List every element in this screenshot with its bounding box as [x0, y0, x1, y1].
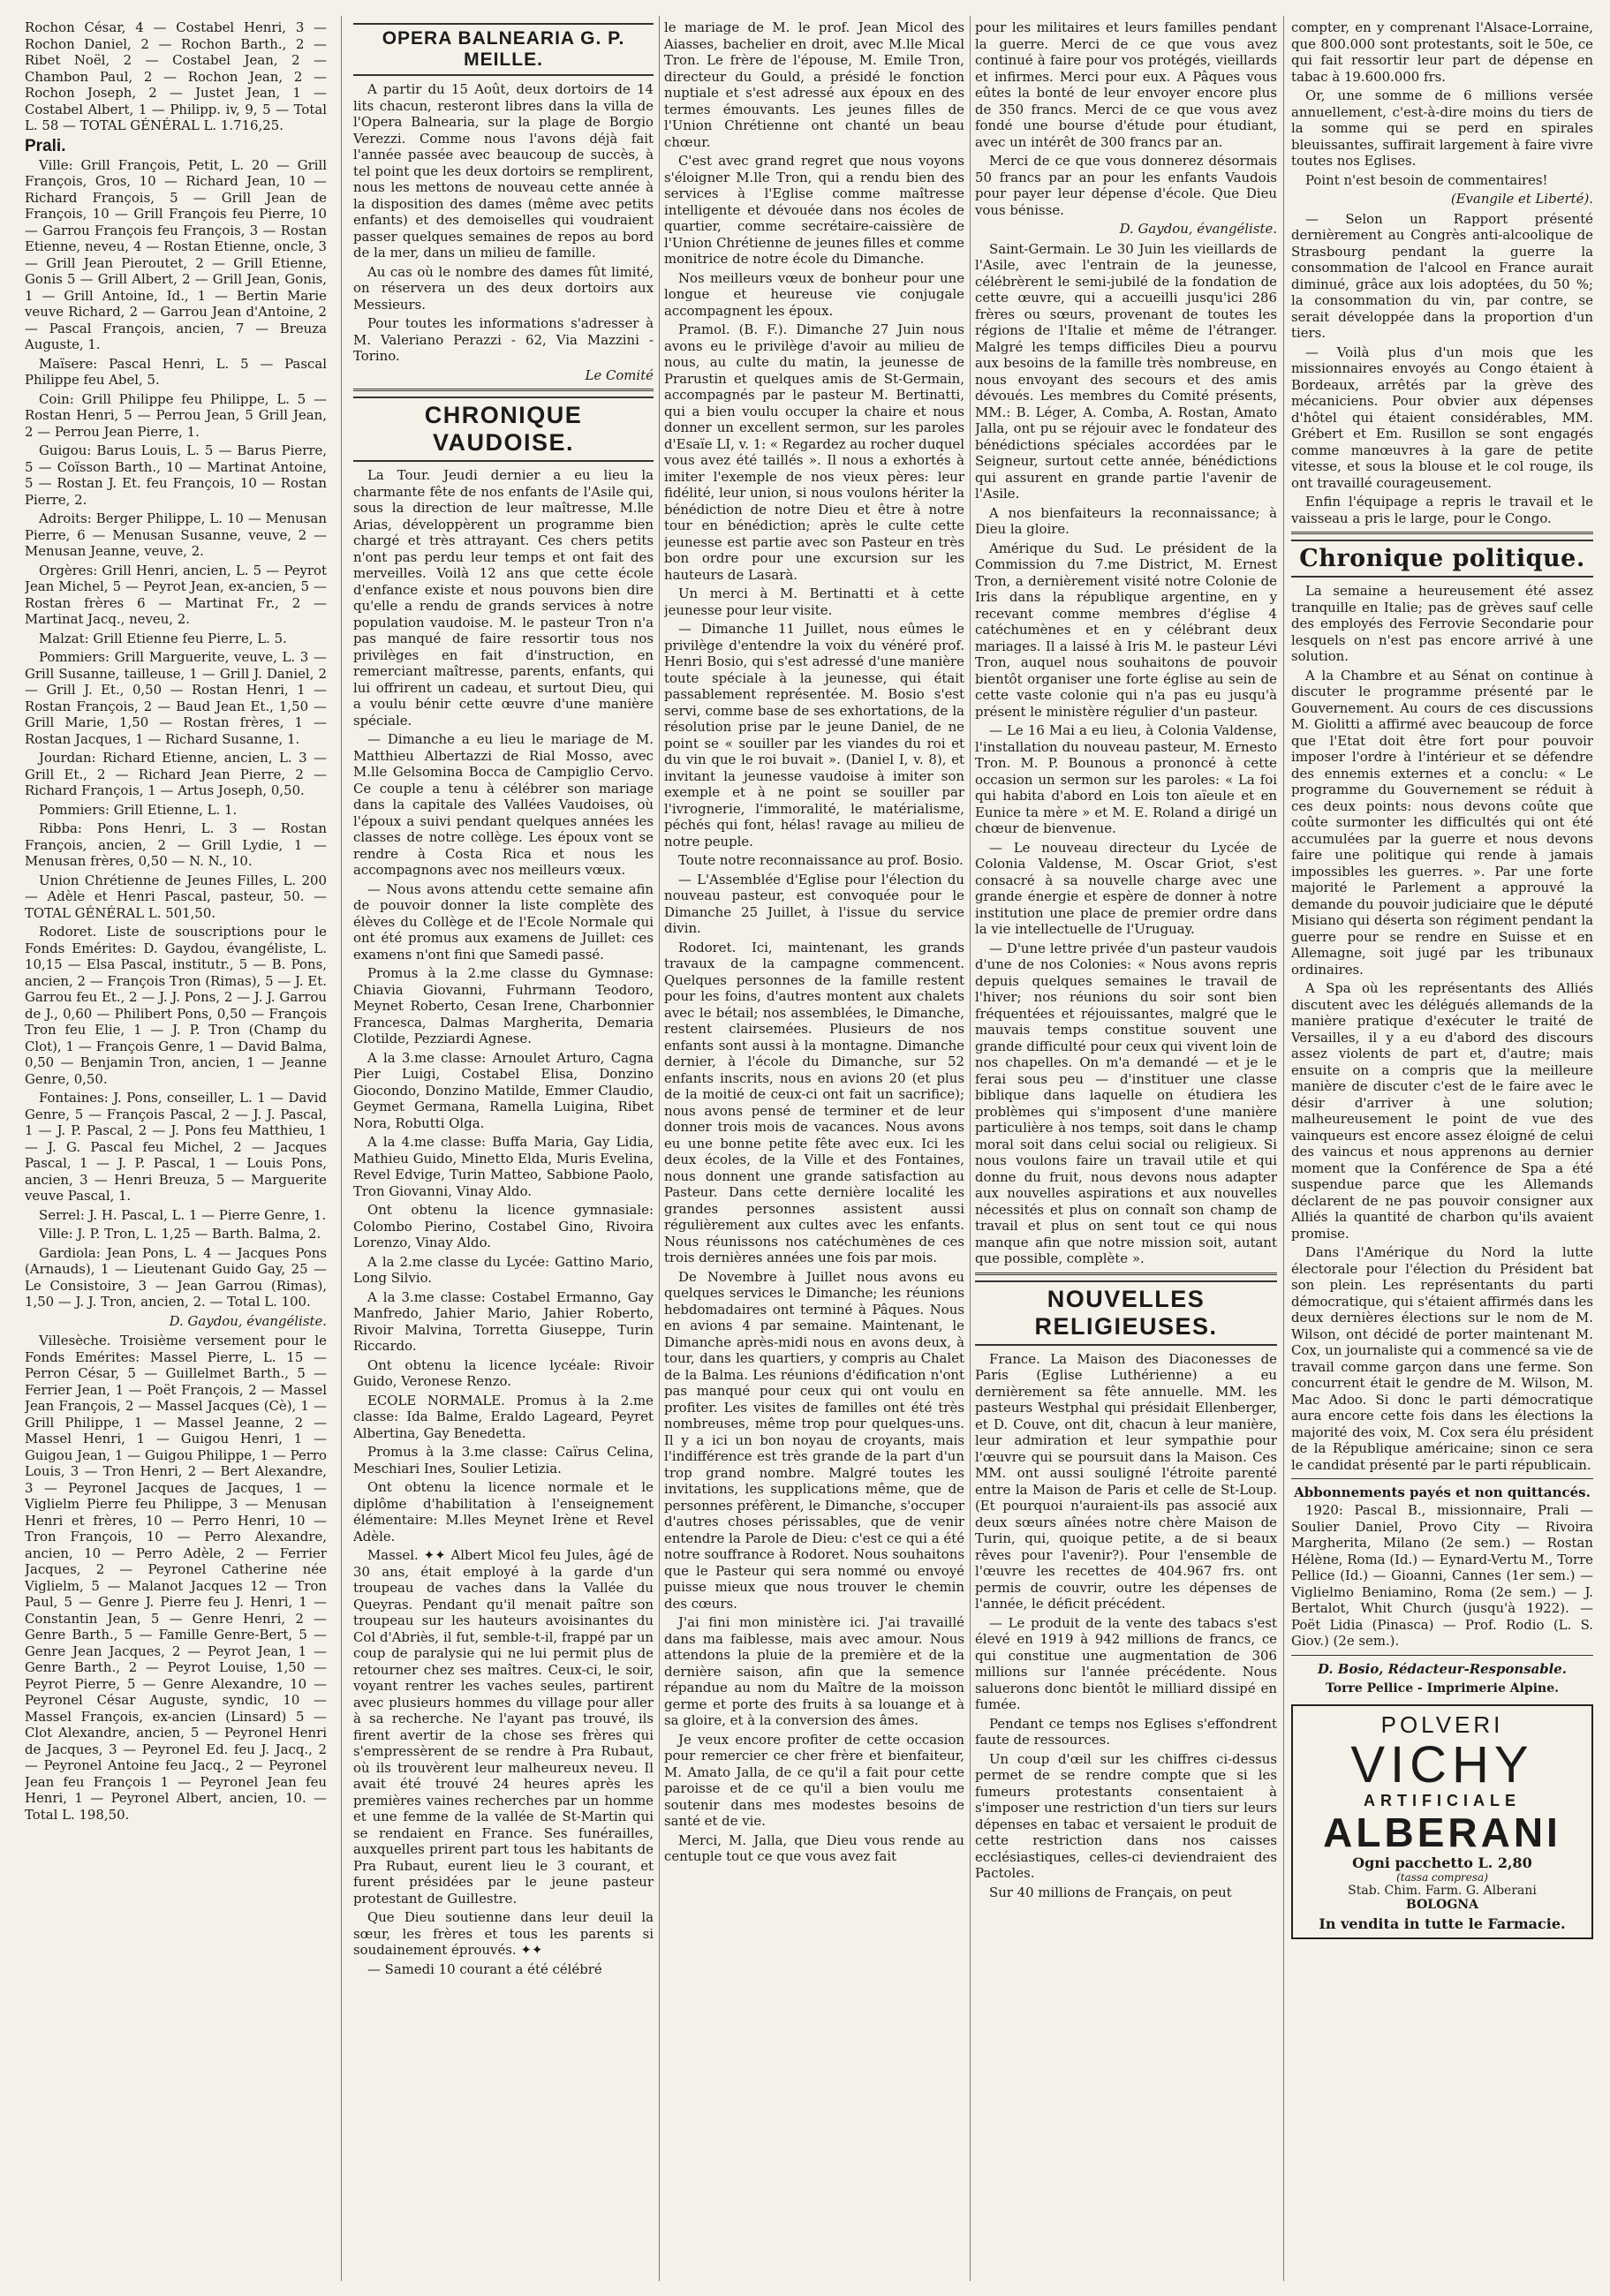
donor-list: Jourdan: Richard Etienne, ancien, L. 3 — Grill Et., 2 — Richard Jean Pierre, 2 — Richard François, 1 — Artus Joseph, 0,50.	[25, 750, 327, 798]
subscriptions-heading: Abbonnements payés et non quittancés.	[1294, 1484, 1591, 1500]
donor-list: Malzat: Grill Etienne feu Pierre, L. 5.	[39, 630, 287, 646]
article-paragraph: Ont obtenu la licence lycéale: Rivoir Guido, Veronese Renzo.	[353, 1356, 654, 1389]
article-paragraph: — Dimanche a eu lieu le mariage de M. Matthieu Albertazzi de Rial Mosso, avec M.lle Gelsomina Bocca de Campiglio Cervo. Ce couple a tenu à célébrer son mariage dans la capitale des Vallées Vaudoises, où l'époux a suivi pendant quelques années les classes de notre collège. Les époux vont se rendre à Costa Rica et nous les accompagnons avec nos meilleurs vœux.	[353, 731, 654, 878]
article-paragraph: Dans l'Amérique du Nord la lutte électorale pour l'élection du Président bat son plein. Les représentants du parti démocratique, qui s'étaient affirmés dans les deux dernières élections sur le nom de M. Wilson, ont décidé de porter maintenant M. Cox, un journaliste qui a commencé sa vie de travail comme garçon dans une ferme. Son concurrent était le gendre de M. Wilson, M. Mac Adoo. Si donc le parti démocratique aura encore cette fois dans les élections la majorité des voix, M. Cox sera élu président de la République américaine; sinon ce sera le candidat présenté par le parti républicain.	[1291, 1244, 1593, 1473]
donor-list: Coin: Grill Philippe feu Philippe, L. 5 — Rostan Henri, 5 — Perrou Jean, 5 Grill Jean, 2 — Perrou Jean Pierre, 1.	[25, 390, 327, 440]
divider	[353, 389, 654, 391]
printer-line: Torre Pellice - Imprimerie Alpine.	[1326, 1681, 1559, 1696]
article-paragraph: Pramol. (B. F.). Dimanche 27 Juin nous avons eu le privilège d'avoir au milieu de nous, au culte du matin, la jeunesse de Prarustin et quelques amis de St-Germain, accompagnés par le pasteur M. Bertinatti, qui a bien voulu occuper la chaire et nous donner un excellent sermon, sur les paroles d'Esaïe LI, v. 1: « Regardez au rocher duquel vous avez été taillés ». Il nous a exhortés à imiter l'exemple de nos vieux pères: leur fidélité, leur union, si nous voulons hériter la bénédiction de notre Dieu et être à notre tour en bénédiction; après le culte cette jeunesse est partie avec son Pasteur en très bon ordre pour une excursion sur les hauteurs de Lasarà.	[664, 321, 964, 583]
article-paragraph: Je veux encore profiter de cette occasion pour remercier ce cher frère et bienfaiteur, M. Amato Jalla, de ce qu'il a fait pour cette paroisse et de ce qu'il a bien voulu me soutenir dans mes modestes besoins de santé et de vie.	[664, 1731, 964, 1829]
article-paragraph: Que Dieu soutienne dans leur deuil la sœur, les frères et tous les parents si soudainement éprouvés. ✦✦	[353, 1909, 654, 1958]
donor-list: Orgères: Grill Henri, ancien, L. 5 — Peyrot Jean Michel, 5 — Peyrot Jean, ex-ancien, 5 — Rostan frères 6 — Martinat Fr., 2 — Martinat Jacq., neveu, 2.	[25, 562, 327, 627]
article-paragraph: — Le nouveau directeur du Lycée de Colonia Valdense, M. Oscar Griot, s'est consacré à sa nouvelle charge avec une grande énergie et espère de donner à notre institution une place de premier ordre dans la vie intellectuelle de l'Uruguay.	[975, 839, 1277, 937]
article-paragraph: Massel. ✦✦ Albert Micol feu Jules, âgé de 30 ans, était employé à la garde d'un troupeau de vaches dans la Vallée du Queyras. Pendant qu'il menait paître son troupeau sur les hauteurs avoisinantes du Col d'Abriès, il fut, semble-t-il, frappé par un coup de paralysie qui ne lui permit plus de retourner chez ses maîtres. Ceux-ci, le soir, voyant rentrer les vaches seules, partirent avec plusieurs hommes du village pour aller à sa recherche. Ne l'ayant pas trouvé, ils firent avertir de la chose ses frères qui s'empressèrent de se rendre à Pra Rubaut, où ils trouvèrent leur malheureux neveu. Il avait été trouvé 24 heures après les premières vaines recherches par un homme et une femme de la vallée de St-Martin qui se rendaient en France. Ses funérailles, auxquelles prirent part tous les habitants de Pra Rubaut, eurent lieu le 3 courant, et furent présidées par le jeune pasteur protestant de Guillestre.	[353, 1547, 654, 1907]
article-paragraph: La Tour. Jeudi dernier a eu lieu la charmante fête de nos enfants de l'Asile qui, sous la direction de leur maîtresse, M.lle Arias, développèrent un programme bien chargé et très attrayant. Ces chers petits n'ont pas perdu leur temps et ont fait des merveilles. Voilà 12 ans que cette école d'enfance existe et nous pouvons bien dire qu'elle a rendu de grands services à notre population vaudoise. M. le pasteur Tron n'a pas manqué de faire ressortir tous nos privilèges en fait d'instruction, en remerciant maîtresse, parents, enfants, qui lui offrirent un cadeau, et surtout Dieu, qui a voulu bénir cette œuvre d'une manière spéciale.	[353, 467, 654, 729]
ad-line: (tassa compresa)	[1396, 1870, 1488, 1884]
article-paragraph: Promus à la 3.me classe: Caïrus Celina, Meschiari Ines, Soulier Letizia.	[353, 1444, 654, 1477]
article-paragraph: — Voilà plus d'un mois que les missionnaires envoyés au Congo étaient à Bordeaux, arrêtés par la grève des mécaniciens. Pour obvier aux dépenses d'hôtel qui étaient considérables, MM. Grébert et Em. Rusillon se sont engagés comme manœuvres à la gare de petite vitesse, et sous la blouse et le col rouge, ils ont travaillé courageusement.	[1291, 344, 1593, 491]
column-1	[25, 19, 327, 2280]
article-paragraph: A la 3.me classe: Arnoulet Arturo, Cagna Pier Luigi, Costabel Elisa, Donzino Giocondo, Donzino Matilde, Emmer Claudio, Geymet Germana, Ramella Luigina, Ribet Nora, Robutti Olga.	[353, 1049, 654, 1131]
section-heading-prali: Prali.	[25, 136, 66, 155]
donor-list: Union Chrétienne de Jeunes Filles, L. 200 — Adèle et Henri Pascal, pasteur, 50. — TOTAL GÉNÉRAL L. 501,50.	[25, 872, 327, 921]
donor-list: Ville: Grill François, Petit, L. 20 — Grill François, Gros, 10 — Richard Jean, 10 — Richard François, 5 — Grill Jean de François, 10 — Grill François feu Pierre, 10 — Garrou François feu François, 3 — Rostan Etienne, neveu, 4 — Rostan Etienne, oncle, 3 — Grill Jean Pieroutet, 2 — Grill Etienne, Gonis 5 — Grill Albert, 2 — Grill Jean, Gonis, 1 — Grill Antoine, Id., 1 — Bertin Marie veuve Richard, 2 — Garrou Jean d'Antoine, 2 — Pascal François, ancien, 7 — Breuza Auguste, 1.	[25, 156, 327, 352]
article-paragraph: A la 3.me classe: Costabel Ermanno, Gay Manfredo, Jahier Mario, Jahier Roberto, Rivoir Malvina, Torretta Giuseppe, Turin Riccardo.	[353, 1288, 654, 1354]
donor-list: Adroits: Berger Philippe, L. 10 — Menusan Pierre, 6 — Menusan Susanne, veuve, 2 — Menusan Jeanne, veuve, 2.	[25, 510, 327, 559]
article-paragraph: A la 2.me classe du Lycée: Gattino Mario, Long Silvio.	[353, 1253, 654, 1286]
donor-list: Ribba: Pons Henri, L. 3 — Rostan François, ancien, 2 — Grill Lydie, 1 — Menusan frères, 0,50 — N. N., 10.	[25, 820, 327, 869]
editor-signature: D. Bosio, Rédacteur-Responsable.	[1318, 1660, 1567, 1677]
donor-list: Fontaines: J. Pons, conseiller, L. 1 — David Genre, 5 — François Pascal, 2 — J. J. Pascal, 1 — J. P. Pascal, 2 — J. Pons feu Matthieu, 1 — J. G. Pascal feu Michel, 2 — Jacques Pascal, 1 — J. P. Pascal, 1 — Louis Pons, ancien, 3 — Henri Breuza, 5 — Marguerite veuve Pascal, 1.	[25, 1090, 327, 1204]
article-paragraph: ECOLE NORMALE. Promus à la 2.me classe: Ida Balme, Eraldo Lageard, Peyret Albertina, Gay Benedetta.	[353, 1392, 654, 1441]
article-paragraph: — Samedi 10 courant a été célébré	[367, 1960, 602, 1977]
article-paragraph: J'ai fini mon ministère ici. J'ai travaillé dans ma faiblesse, mais avec amour. Nous attendons la pluie de la première et de la dernière saison, afin que la semence répandue au nom du Maître de la moisson germe et porte des fruits à sa louange et à sa gloire, et à la conversion des âmes.	[664, 1614, 964, 1728]
article-paragraph: Merci, M. Jalla, que Dieu vous rende au centuple tout ce que vous avez fait	[664, 1832, 964, 1864]
column-rule	[970, 16, 971, 2281]
donor-list: Pommiers: Grill Marguerite, veuve, L. 3 — Grill Susanne, tailleuse, 1 — Grill J. Daniel, 2 — Grill J. Et., 0,50 — Rostan Henri, 1 — Rostan François, 2 — Baud Jean Et., 1,50 — Grill Marie, 1,50 — Rostan frères, 1 — Rostan Jacques, 1 — Richard Susanne, 1.	[25, 649, 327, 747]
article-paragraph: — L'Assemblée d'Eglise pour l'élection du nouveau pasteur, est convoquée pour le Dimanche 25 Juillet, à l'issue du service divin.	[664, 871, 964, 936]
article-paragraph: Amérique du Sud. Le président de la Commission du 7.me District, M. Ernest Tron, a dernièrement visité notre Colonie de Iris dans la république argentine, en y recevant comme membres d'église 4 catéchumènes et en y célébrant deux mariages. Il a laissé à Iris M. le pasteur Lévi Tron, auquel nous souhaitons de pouvoir bientôt organiser une forte église au sein de cette vaste colonie qui n'a pas eu jusqu'à présent le ministère régulier d'un pasteur.	[975, 540, 1277, 720]
article-paragraph: A la 4.me classe: Buffa Maria, Gay Lidia, Mathieu Guido, Minetto Elda, Muris Evelina, Revel Edvige, Turin Matteo, Sabbione Paolo, Tron Giovanni, Vinay Aldo.	[353, 1134, 654, 1199]
article-paragraph: Toute notre reconnaissance au prof. Bosio.	[678, 852, 964, 868]
article-paragraph: Au cas où le nombre des dames fût limité, on réservera un des deux dortoirs aux Messieurs.	[353, 263, 654, 313]
ad-line: Stab. Chim. Farm. G. Alberani	[1348, 1883, 1537, 1898]
donor-list: Rodoret. Liste de souscriptions pour le Fonds Emérites: D. Gaydou, évangéliste, L. 10,15 — Elsa Pascal, institutr., 5 — B. Pons, ancien, 2 — François Tron (Rimas), 5 — J. Et. Garrou feu Et., 2 — J. J. Pons, 2 — J. J. Garrou de J., 0,60 — Philibert Pons, 0,50 — François Tron feu Elie, 1 — J. P. Tron (Champ du Clot), 1 — François Genre, 1 — David Balma, 0,50 — Benjamin Tron, ancien, 1 — Jeanne Genre, 0,50.	[25, 924, 327, 1087]
divider	[1291, 1478, 1593, 1479]
column-rule	[341, 16, 342, 2281]
subscriptions-list: 1920: Pascal B., missionnaire, Prali — Soulier Daniel, Provo City — Rivoira Margherita, Milano (2e sem.) — Rostan Hélène, Roma (Id.) — Eynard-Vertu M., Torre Pellice (Id.) — Gioanni, Cannes (1er sem.) — Viglielmo Beniamino, Roma (2e sem.) — J. Bertalot, Whit Church (jusqu'à 1922). — Poët Lidia (Pinasca) — Prof. Rodio (L. S. Giov.) (2e sem.).	[1291, 1502, 1593, 1649]
advertisement-vichy	[1291, 1704, 1593, 1939]
article-paragraph: Pendant ce temps nos Eglises s'effondrent faute de ressources.	[975, 1715, 1277, 1748]
article-paragraph: Ont obtenu la licence gymnasiale: Colombo Pierino, Costabel Gino, Rivoira Lorenzo, Vinay Aldo.	[353, 1202, 654, 1250]
divider	[1291, 532, 1593, 534]
article-paragraph: Ont obtenu la licence normale et le diplôme d'habilitation à l'enseignement élémentaire: M.lles Meynet Irène et Revel Adèle.	[353, 1479, 654, 1545]
donor-list: Gardiola: Jean Pons, L. 4 — Jacques Pons (Arnauds), 1 — Lieutenant Guido Gay, 25 — Le Consistoire, 3 — Jean Garrou (Rimas), 1,50 — J. J. Tron, ancien, 2. — Total L. 100.	[25, 1244, 327, 1310]
article-paragraph: — Le produit de la vente des tabacs s'est élevé en 1919 à 942 millions de francs, ce qui constitue une augmentation de 306 millions sur l'année précédente. Nous saluerons donc bientôt le milliard dissipé en fumée.	[975, 1614, 1277, 1712]
donor-list: Guigou: Barus Louis, L. 5 — Barus Pierre, 5 — Coïsson Barth., 10 — Martinat Antoine, 5 — Rostan J. Et. feu François, 10 — Rostan Pierre, 2.	[25, 442, 327, 508]
donor-list: Serrel: J. H. Pascal, L. 1 — Pierre Genre, 1.	[39, 1206, 327, 1223]
section-title-chronique-vaudoise: CHRONIQUE VAUDOISE.	[353, 397, 654, 462]
article-paragraph: — D'une lettre privée d'un pasteur vaudois d'une de nos Colonies: « Nous avons repris depuis quelques semaines le travail de l'hiver; nos réunions du soir sont bien fréquentées et réjouissantes, malgré que le mauvais temps constitue souvent une grande difficulté pour ceux qui vivent loin de nos chapelles. On m'a demandé — et je le ferai sous peu — d'instituer une classe biblique dans laquelle on étudiera les problèmes qui s'imposent d'une manière particulière à nos temps, soit dans le champ moral soit dans celui social ou religieux. Si nous voulons faire un travail utile et qui donne du fruit, nous devons nous adapter aux nouvelles aspirations et aux nouvelles nécessités et plus on connaît son champ de travail et plus on sent tout ce qui nous manque afin que notre mission soit, autant que possible, complète ».	[975, 940, 1277, 1266]
ad-price: Ogni pacchetto L. 2,80	[1352, 1854, 1532, 1871]
signature: D. Gaydou, évangéliste.	[169, 1312, 327, 1329]
column-4	[975, 19, 1277, 2280]
donor-list: Rochon César, 4 — Costabel Henri, 3 — Rochon Daniel, 2 — Rochon Barth., 2 — Ribet Noël, 2 — Costabel Jean, 2 — Chambon Paul, 2 — Rochon Jean, 2 — Rochon Joseph, 2 — Justet Jean, 1 — Costabel Albert, 1 — Philipp. iv, 9, 5 — Total L. 58 — TOTAL GÉNÉRAL L. 1.716,25.	[25, 19, 327, 133]
donor-list: Ville: J. P. Tron, L. 1,25 — Barth. Balma, 2.	[39, 1226, 321, 1242]
donor-list: Maïsere: Pascal Henri, L. 5 — Pascal Philippe feu Abel, 5.	[25, 355, 327, 388]
article-paragraph: pour les militaires et leurs familles pendant la guerre. Merci de ce que vous avez continué à faire pour vos protégés, vieillards et infirmes. Merci pour eux. A Pâques vous eûtes la bonté de leur envoyer encore plus de 350 francs. Merci de ce que vous avez fondé une bourse d'étude pour étudiant, avec un intérêt de 300 francs par an.	[975, 19, 1277, 150]
article-paragraph: compter, en y comprenant l'Alsace-Lorraine, que 800.000 sont protestants, soit le 50e, ce qui fait ressortir leur part de dépense en tabac à 19.600.000 frs.	[1291, 19, 1593, 85]
article-paragraph: France. La Maison des Diaconesses de Paris (Eglise Luthérienne) a eu dernièrement sa fête annuelle. MM. les pasteurs Westphal qui présidait Ellenberger, et D. Couve, ont dit, chacun à leur manière, leur admiration et leur sympathie pour l'œuvre qui se poursuit dans la Maison. Ces MM. ont aussi souligné l'étroite parenté entre la Maison de Paris et celle de St-Loup. (Et pourquoi n'auraient-ils pas associé aux deux sœurs aînées notre chère Maison de Turin, qui, quoique petite, a de si beaux rêves pour l'avenir?). Pour l'ensemble de l'œuvre les recettes de 404.967 frs. ont permis de couvrir, outre les dépenses de l'année, le déficit précédent.	[975, 1350, 1277, 1612]
divider	[1291, 1655, 1593, 1656]
article-paragraph: Enfin l'équipage a repris le travail et le vaisseau a pris le large, pour le Congo.	[1291, 494, 1593, 526]
column-rule	[659, 16, 660, 2281]
ad-line: BOLOGNA	[1406, 1897, 1478, 1912]
article-paragraph: De Novembre à Juillet nous avons eu quelques services le Dimanche; les réunions hebdomadaires ont terminé à Pâques. Nous en avions 4 par semaine. Maintenant, le Dimanche après-midi nous en avons deux, à tour, dans les quartiers, y compris au Chalet de la Balma. Les réunions d'édification n'ont pas manqué pour ceux qui ont voulu en profiter. Les visites de familles ont été très nombreuses, même trop pour quelques-uns. Il y a ici un bon noyau de croyants, mais l'indifférence est très grande de la part d'un trop grand nombre. Malgré toutes les invitations, les supplications même, que de personnes préfèrent, le Dimanche, s'occuper d'autres choses périssables, que de venir entendre la Parole de Dieu: c'est ce qui a été notre souffrance à Rodoret. Nous souhaitons que le Pasteur qui sera nommé ou envoyé puisse mieux que nous trouver le chemin des cœurs.	[664, 1268, 964, 1612]
article-paragraph: — Selon un Rapport présenté dernièrement au Congrès anti-alcoolique de Strasbourg pendant la guerre la consommation de l'alcool en France aurait diminué, grâce aux lois adoptées, du 50 %; la consommation du vin, par contre, se serait développée dans la proportion d'un tiers.	[1291, 210, 1593, 341]
section-title-chronique-politique: Chronique politique.	[1291, 540, 1593, 578]
article-paragraph: Promus à la 2.me classe du Gymnase: Chiavia Giovanni, Fuhrmann Teodoro, Meynet Roberto, Cesan Irene, Charbonnier Francesca, Dalmas Margherita, Demaria Clotilde, Pezziardi Agnese.	[353, 965, 654, 1046]
article-paragraph: La semaine a heureusement été assez tranquille en Italie; pas de grèves sauf celle des employés des Ferrovie Secondarie pour lesquels on n'est pas encore arrivé à une solution.	[1291, 583, 1593, 664]
article-paragraph: Nos meilleurs vœux de bonheur pour une longue et heureuse vie conjugale accompagnent les époux.	[664, 269, 964, 319]
article-paragraph: A nos bienfaiteurs la reconnaissance; à Dieu la gloire.	[975, 504, 1277, 537]
source-attribution: (Evangile et Liberté).	[1450, 191, 1593, 207]
signature: Le Comité	[585, 366, 654, 383]
article-paragraph: — Dimanche 11 Juillet, nous eûmes le privilège d'entendre la voix du vénéré prof. Henri Bosio, qui s'est adressé d'une manière toute spéciale à la jeunesse, qui était passablement représentée. M. Bosio s'est servi, comme base de ses exhortations, de la résolution prise par le jeune Daniel, de ne point se « souiller par les viandes du roi et du vin que le roi buvait ». (Daniel I, v. 8), et invitant la jeunesse vaudoise à imiter son exemple et à ne point se souiller par l'ivrognerie, l'immoralité, le matérialisme, péchés qui font, hélas! ravage au milieu de notre peuple.	[664, 621, 964, 850]
article-paragraph: — Nous avons attendu cette semaine afin de pouvoir donner la liste complète des élèves du Collège et de l'Ecole Normale qui ont été promus aux examens de Juillet: ces examens n'ont fini que Samedi passé.	[353, 880, 654, 963]
article-paragraph: Saint-Germain. Le 30 Juin les vieillards de l'Asile, avec l'entrain de la jeunesse, célébrèrent le semi-jubilé de la fondation de cette œuvre, qui a accueilli jusqu'ici 286 frères ou sœurs, provenant de toutes les régions de l'Italie et même de l'étranger. Malgré les temps difficiles Dieu a pourvu aux besoins de la famille très nombreuse, en nous envoyant des secours et des amis dévoués. Les membres du Comité présents, MM.: B. Léger, A. Comba, A. Rostan, Amato Jalla, ont pu se réjouir avec le fondateur des bénédictions spéciales accordées par le Seigneur, surtout cette année, bénédictions qui assurent en grande partie l'avenir de l'Asile.	[975, 240, 1277, 502]
article-paragraph: A partir du 15 Août, deux dortoirs de 14 lits chacun, resteront libres dans la villa de l'Opera Balnearia, sur la plage de Borgio Verezzi. Comme nous l'avons déjà fait l'année passée avec beaucoup de succès, à tel point que les deux dortoirs se remplirent, nous les mettons de nouveau cette année à la disposition des dames (même avec petits enfants) et des demoiselles qui voudraient passer quelques semaines de repos au bord de la mer, dans un milieu de famille.	[353, 81, 654, 261]
column-2	[353, 19, 654, 2280]
divider	[975, 1273, 1277, 1275]
article-paragraph: C'est avec grand regret que nous voyons s'éloigner M.lle Tron, qui a rendu bien des services à l'Eglise comme maîtresse intelligente et dévouée dans nos écoles de quartier, comme secrétaire-caissière de l'Union Chrétienne de jeunes filles et comme monitrice de notre école du Dimanche.	[664, 153, 964, 267]
section-title-opera: OPERA BALNEARIA G. P. MEILLE.	[353, 23, 654, 76]
ad-brand: ALBERANI	[1323, 1809, 1561, 1855]
article-paragraph: Sur 40 millions de Français, on peut	[989, 1884, 1232, 1900]
article-paragraph: Un merci à M. Bertinatti et à cette jeunesse pour leur visite.	[664, 585, 964, 618]
article-paragraph: Pour toutes les informations s'adresser à M. Valeriano Perazzi - 62, Via Mazzini - Torino.	[353, 315, 654, 364]
article-paragraph: A la Chambre et au Sénat on continue à discuter le programme présenté par le Gouvernement. Au cours de ces discussions M. Giolitti a affirmé avec beaucoup de force que l'Etat doit être fort pour pouvoir imposer l'ordre à l'intérieur et se défendre des ennemis externes et a conclu: « Le programme du Gouvernement se réduit à ces deux points: nous devons coûte que coûte surmonter les difficultés qui ont été accumulées par la guerre et nous devons faire une politique qui rende à jamais impossibles les guerres. ». Par une forte majorité le Parlement a approuvé la demande du pouvoir judiciaire que le député Misiano qui déserta son régiment pendant la guerre pour se rendre en Suisse et en Allemagne, soit jugé par les tribunaux ordinaires.	[1291, 667, 1593, 978]
donor-list: Pommiers: Grill Etienne, L. 1.	[39, 801, 238, 818]
ad-line: In vendita in tutte le Farmacie.	[1319, 1915, 1566, 1932]
article-paragraph: Merci de ce que vous donnerez désormais 50 francs par an pour les enfants Vaudois pour payer leur dépense d'école. Que Dieu vous bénisse.	[975, 153, 1277, 218]
column-3	[664, 19, 964, 2280]
ad-line: ARTIFICIALE	[1364, 1791, 1521, 1809]
article-paragraph: Un coup d'œil sur les chiffres ci-dessus permet de se rendre compte que si les fumeurs protestants consentaient à s'imposer une restriction d'un tiers sur leurs dépenses en tabac et versaient le produit de cette restriction dans nos caisses ecclésiastiques, celles-ci deviendraient des Pactoles.	[975, 1750, 1277, 1881]
column-5	[1291, 19, 1593, 2280]
article-paragraph: Or, une somme de 6 millions versée annuellement, c'est-à-dire moins du tiers de la somme qui se perd en spirales bleuissantes, suffirait largement à faire vivre toutes nos Eglises.	[1291, 87, 1593, 169]
section-title-nouvelles-religieuses: NOUVELLES RELIGIEUSES.	[975, 1280, 1277, 1346]
article-paragraph: A Spa où les représentants des Alliés discutent avec les délégués allemands de la manière pratique d'exécuter le traité de Versailles, il y a eu d'abord des discours assez violents de part et, d'autre; mais ensuite on a compris que la meilleure manière de discuter c'est de le faire avec le désir d'arriver à une solution; malheureusement le point de vue des vainqueurs est encore assez éloigné de celui des vaincus et nous apprenons au dernier moment que la Conférence de Spa a été suspendue parce que les Allemands déclarent de ne pas pouvoir consigner aux Alliés la quantité de charbon qu'ils avaient promise.	[1291, 980, 1593, 1242]
article-paragraph: Point n'est besoin de commentaires!	[1305, 171, 1548, 188]
ad-line: POLVERI	[1380, 1711, 1504, 1738]
column-rule	[1283, 16, 1284, 2281]
article-paragraph: — Le 16 Mai a eu lieu, à Colonia Valdense, l'installation du nouveau pasteur, M. Ernesto Tron. M. P. Bounous a prononcé à cette occasion un sermon sur les paroles: « La foi qui habita d'abord en Lois ton aïeule et en Eunice ta mère » et M. E. Roland a dirigé un chœur de bienvenue.	[975, 722, 1277, 836]
article-paragraph: Rodoret. Ici, maintenant, les grands travaux de la campagne commencent. Quelques personnes de la famille restent pour les foins, d'autres montent aux chalets avec le bétail; nos assemblées, le Dimanche, restent clairsemées. Plusieurs de nos enfants sont aussi à la montagne. Dimanche dernier, à l'école du Dimanche, sur 52 enfants inscrits, nous en avions 20 (et plus de la moitié de ceux-ci ont fait un sacrifice); nous avons pensé de terminer et de leur donner trois mois de vacances. Nous avons eu une bonne petite fête avec eux. Ici les deux écoles, de la Ville et des Fontaines, nous donnent une grande satisfaction au Pasteur. Dans cette dernière localité les grandes personnes assistent aussi régulièrement aux cultes avec les enfants. Nous réunissons nos catéchumènes de ces trois dernières années une fois par mois.	[664, 939, 964, 1265]
article-paragraph: le mariage de M. le prof. Jean Micol des Aiasses, bachelier en droit, avec M.lle Mical Tron. Le frère de l'épouse, M. Emile Tron, directeur du Gould, a présidé le fonction nuptiale et s'est adressé aux époux en des termes émouvants. Les jeunes filles de l'Union Chrétienne ont chanté un beau chœur.	[664, 19, 964, 150]
donor-list: Villesèche. Troisième versement pour le Fonds Emérites: Massel Pierre, L. 15 — Perron César, 5 — Guillelmet Barth., 5 — Ferrier Jean, 1 — Poët François, 2 — Massel Jean François, 2 — Massel Jacques (Cè), 1 — Grill Philippe, 1 — Massel Jeanne, 2 — Massel Henri, 1 — Guigou Henri, 1 — Guigou Jean, 1 — Guigou Philippe, 1 — Perro Louis, 3 — Tron Henri, 2 — Bert Alexandre, 3 — Peyronel Jacques de Jacques, 1 — Viglielm Pierre feu Philippe, 3 — Menusan Henri et frères, 10 — Perro Henri, 10 — Tron François, 10 — Perro Alexandre, ancien, 10 — Perro Adèle, 2 — Ferrier Jacques, 2 — Peyronel Catherine née Viglielm, 5 — Malanot Jacques 12 — Tron Paul, 5 — Genre J. Pierre feu J. Henri, 1 — Constantin Jean, 5 — Genre Henri, 2 — Genre Barth., 5 — Famille Genre-Bert, 5 — Genre Jean Jacques, 2 — Peyrot Jean, 1 — Genre Barth., 2 — Peyrot Louise, 1,50 — Peyrot Pierre, 5 — Genre Alexandre, 10 — Peyronel César Auguste, syndic, 10 — Massel François, ex-ancien (Linsard) 5 — Clot Alexandre, ancien, 5 — Peyronel Henri de Jacques, 3 — Peyronel Ed. feu J. Jacq., 2 — Peyronel Antoine feu Jacq., 2 — Peyronel Jean feu François 1 — Peyronel Jean feu Henri, 1 — Peyronel Albert, ancien, 10. — Total L. 198,50.	[25, 1333, 327, 1823]
ad-brand: VICHY	[1350, 1735, 1534, 1794]
signature: D. Gaydou, évangéliste.	[1119, 221, 1277, 237]
